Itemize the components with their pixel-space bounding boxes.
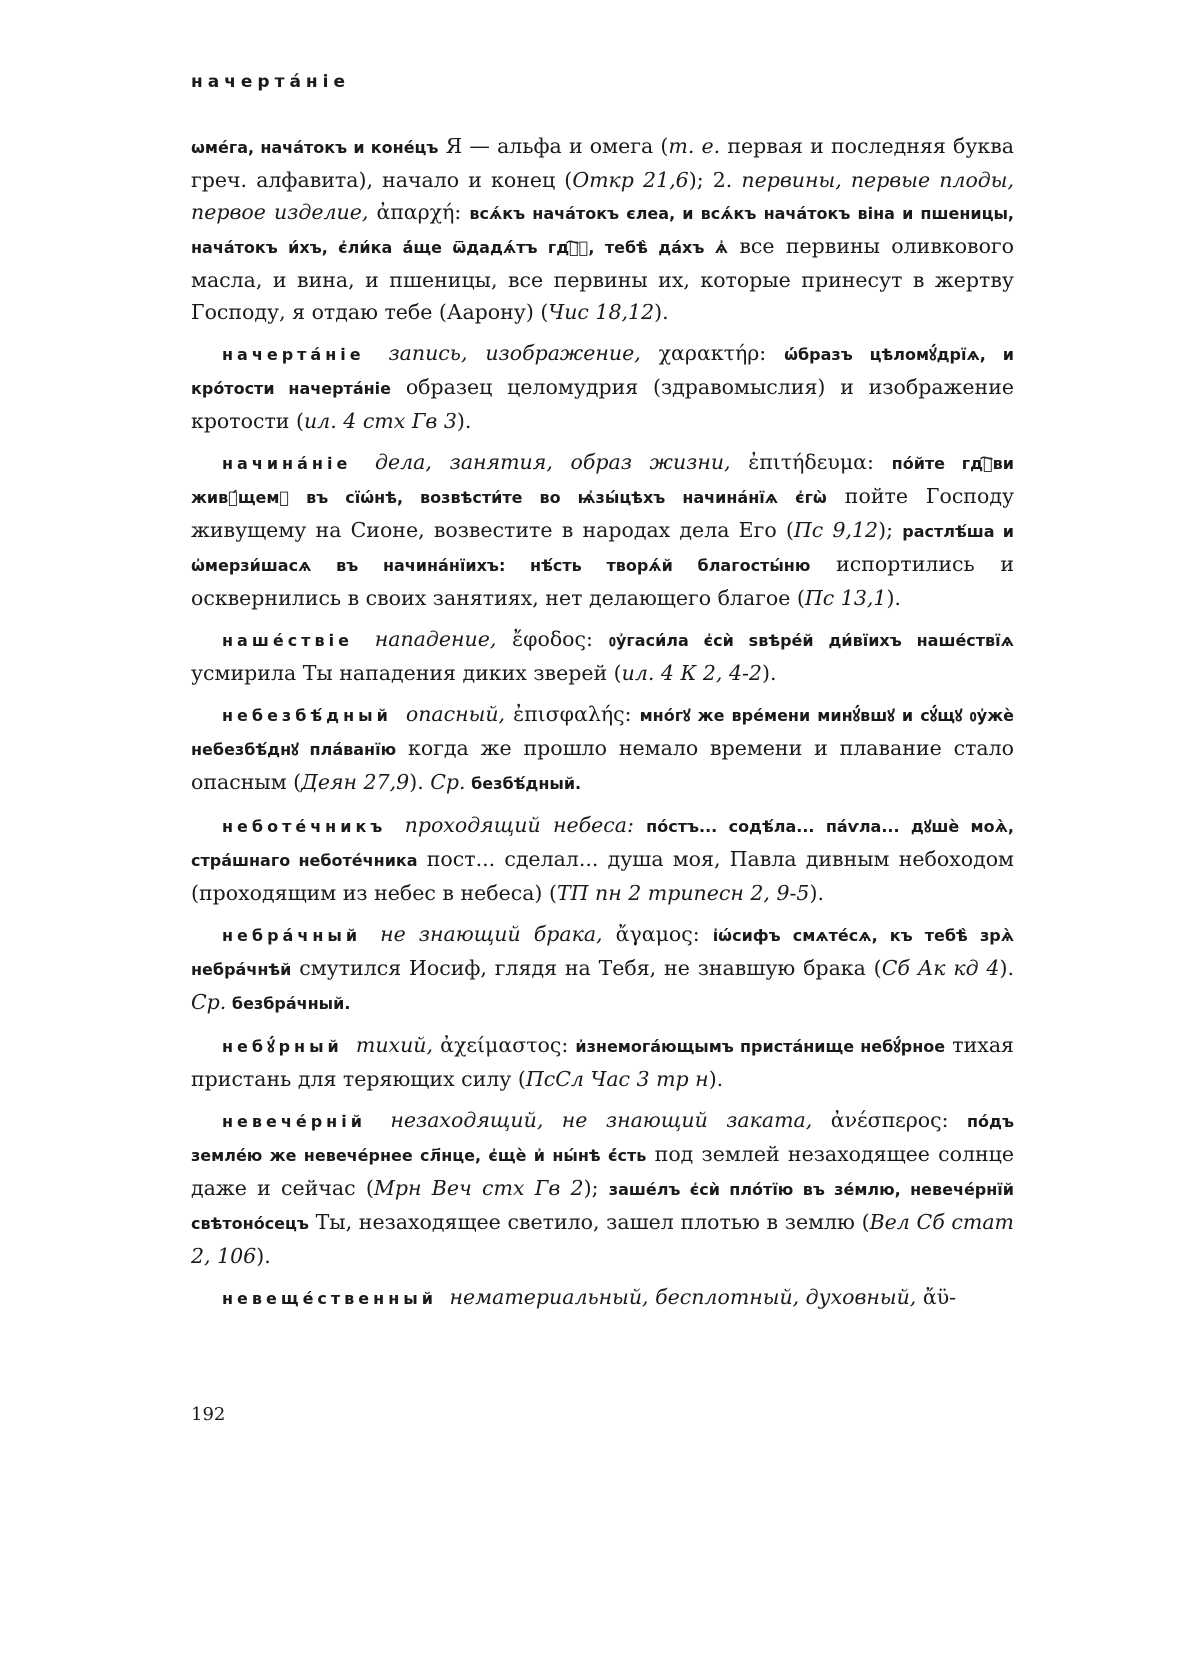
translation-text: ἀπαρχή: [368,200,470,224]
headword: нашéствіе [222,631,353,650]
translation-text: под землей незаходящее солнце даже и сейчас ( [191,1142,1014,1200]
dictionary-entry [191,1104,1014,1272]
dictionary-entry [191,698,1014,800]
italic-gloss: запись, изображение, [370,341,641,365]
italic-gloss: ил. 4 К 2, 4-2 [621,661,762,685]
italic-gloss: опасный, [397,702,506,726]
translation-text: Ты, незаходящее светило, зашел плотью в землю ( [308,1210,870,1234]
dictionary-entry [191,809,1014,909]
church-slavonic-text: ѡ҆́бразъ цѣломꙋ́дрїѧ, и кро́тости начертáніе [191,345,1014,398]
translation-text: пойте Господу живущему на Сионе, возвестите в народах дела Его ( [191,484,1014,542]
headword: неботéчникъ [222,817,387,836]
church-slavonic-text: безбѣ́дный. [465,774,582,793]
translation-text: ). [708,1067,724,1091]
translation-text: ἐπιτήδευμα: [730,450,892,474]
church-slavonic-text: по́стъ... содѣ́ла... па́ѵла... дꙋшѐ моѧ̀, стра́шнаго неботéчника [191,817,1014,870]
church-slavonic-text: и҆знемога́ющымъ пристáнище небꙋ́рное [575,1037,946,1056]
translation-text: образец целомудрия (здравомыслия) и изображение кротости ( [191,375,1014,433]
translation-text: Я — альфа и омега ( [438,134,669,158]
headword: небꙋ́рный [222,1037,343,1056]
translation-text: ἀχείμαστος: [433,1033,576,1057]
translation-text: ). [999,956,1014,980]
dictionary-entry [191,918,1014,1020]
dictionary-entry [191,1029,1014,1095]
church-slavonic-text: ѡмéга, начáтокъ и конéцъ [191,138,439,157]
italic-gloss: Мрн Веч стх Гв 2 [373,1176,584,1200]
italic-gloss: Сб Ак кд 4 [881,956,1000,980]
translation-text: смутился Иосиф, глядя на Тебя, не знавшую брака ( [291,956,882,980]
italic-gloss: нематериальный, бесплотный, духовный, [442,1285,917,1309]
church-slavonic-text: всѧ́къ начáтокъ єлеа, и всѧ́къ начáтокъ віна и пшеницы, начáтокъ и́хъ, є҆ли́ка а҆́ще ѿдадѧ́тъ гдⷭ҇ꙋ, тебѣ̀ да́хъ ѧ҆ [191,204,1014,257]
translation-text: первая и последняя буква греч. алфавита), начало и конец ( [191,134,1014,192]
translation-text: ); [583,1176,609,1200]
translation-text: ). [456,409,472,433]
dictionary-entry [191,337,1014,437]
translation-text: тихая пристань для теряющих силу ( [191,1033,1014,1091]
translation-text: ); 2. [688,168,742,192]
italic-gloss: проходящий небеса: [392,813,634,837]
italic-gloss: незаходящий, не знающий заката, [371,1108,813,1132]
headword: небрáчный [222,926,362,945]
translation-text: ἄϋ- [916,1285,957,1309]
church-slavonic-text: зашéлъ є҆сѝ пло́тїю въ зе́млю, невечéрнїй свѣтоно́сецъ [191,1180,1015,1233]
translation-text: пост... сделал... душа моя, Павла дивным небоходом (проходящим из небес в небеса) ( [191,847,1014,905]
dictionary-entry [191,1281,1014,1315]
page-number: 192 [191,1404,226,1425]
italic-gloss: первины, первые плоды, первое изделие, [191,168,1014,224]
headword: небезбѣ́дный [222,706,392,725]
church-slavonic-text: безбрáчный. [226,994,351,1013]
church-slavonic-text: мно́гꙋ же врéмени минꙋ́вшꙋ и сꙋ́щꙋ ᲂу҆жѐ небезбѣ́днꙋ плáванїю [191,706,1015,759]
italic-gloss: ТП пн 2 трипесн 2, 9-5 [556,881,810,905]
italic-gloss: не знающий брака, [367,922,603,946]
translation-text: ). [761,661,777,685]
translation-text: ἔφοδος: [496,627,609,651]
entry-continuation [191,130,1014,328]
translation-text: ). [886,586,901,610]
italic-gloss: т. е. [668,134,721,158]
italic-gloss: Ср. [191,990,227,1014]
italic-gloss: Пс 9,12 [793,518,879,542]
italic-gloss: дела, занятия, образ жизни, [357,450,731,474]
italic-gloss: Пс 13,1 [804,586,887,610]
church-slavonic-text: і҆ѡ́сифъ смѧте́сѧ, къ тебѣ̀ зрѧ̀ небрáчнѣй [191,926,1015,979]
church-slavonic-text: растлѣ́ша и ѡ҆мерзи́шасѧ въ начинáнїихъ: нѣ́сть творѧ́й благосты́ню [191,522,1014,575]
headword: начинáніе [222,454,352,473]
headword: невечéрній [222,1112,366,1131]
italic-gloss: ПсСл Час 3 тр н [525,1067,709,1091]
translation-text: когда же прошло немало времени и плавание стало опасным ( [191,736,1014,794]
dictionary-page [191,72,1014,1324]
translation-text: ); [878,518,903,542]
translation-text: испортились и осквернились в своих занятиях, нет делающего благое ( [191,552,1014,610]
headword: начертáніе [222,345,365,364]
translation-text: все первины оливкового масла, и вина, и пшеницы, все первины их, которые принесут в жертву Господу, я отдаю тебе (Аарону) ( [191,234,1014,324]
translation-text: ). [654,300,669,324]
italic-gloss: ил. 4 стх Гв 3 [303,409,457,433]
headword: невещéственный [222,1289,437,1308]
italic-gloss: Откр 21,6 [572,168,689,192]
italic-gloss: Ср. [430,770,466,794]
church-slavonic-text: по́йте гдⷭ҇ви живꙋ́щемꙋ въ сїѡ́нѣ, возвѣсти́те во ѩ҆зы́цѣхъ начинáнїѧ є҆гѡ̀ [191,454,1015,507]
translation-text: ). [409,770,431,794]
translation-text: ἀνέσπερος: [812,1108,967,1132]
translation-text: усмирила Ты нападения диких зверей ( [191,661,622,685]
italic-gloss: нападение, [358,627,497,651]
running-head: начертáніе [191,72,351,92]
church-slavonic-text: ᲂу҆гаси́ла є҆сѝ ѕвѣре́й ди́вїихъ нашéствїѧ [608,631,1014,650]
italic-gloss: тихий, [348,1033,434,1057]
translation-text: ). [256,1244,271,1268]
translation-text: χαρακτήρ: [640,341,785,365]
italic-gloss: Вел Сб стат 2, 106 [191,1210,1014,1268]
translation-text: ). [809,881,824,905]
dictionary-entry [191,446,1014,614]
translation-text: ἐπισφαλής: [505,702,640,726]
translation-text: ἄγαμος: [602,922,713,946]
translation-text [634,813,646,837]
dictionary-entry [191,623,1014,689]
italic-gloss: Деян 27,9 [301,770,410,794]
church-slavonic-text: по́дъ землéю же невечéрнее сл҃нце, є҆щѐ и҆ ны́нѣ є҆́сть [191,1112,1014,1165]
italic-gloss: Чис 18,12 [548,300,655,324]
entry-list [191,130,1014,1315]
